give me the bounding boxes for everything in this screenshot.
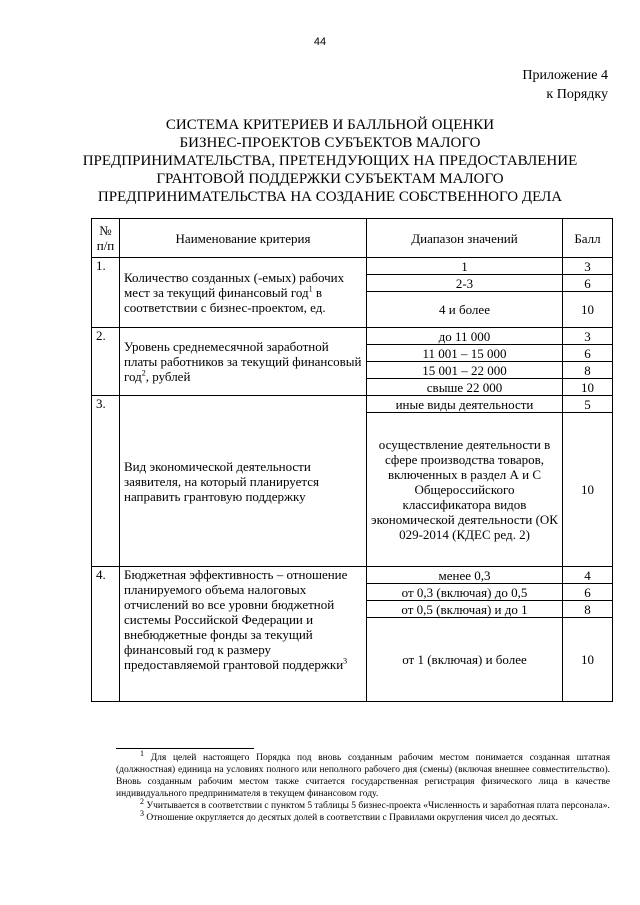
score-value: 4 (563, 567, 613, 584)
table-row (92, 328, 613, 345)
criterion-name: Бюджетная эффективность – отношение планируемого объема налоговых отчислений во все уровни бюджетной системы Российской Федерации и внебюджетные фонды за текущий финансовый год к размеру предоставляемой грантовой поддержки$^3$ (120, 567, 367, 702)
score-value: 3 (563, 258, 613, 275)
title-line: СИСТЕМА КРИТЕРИЕВ И БАЛЛЬНОЙ ОЦЕНКИ (165, 117, 495, 133)
range-value: 15 001 – 22 000 (367, 362, 563, 379)
score-value: 10 (563, 379, 613, 396)
header-score: Балл (563, 219, 613, 258)
range-value: менее 0,3 (367, 567, 563, 584)
document-title (80, 116, 580, 206)
appendix-line-1: Приложение 4 (522, 68, 608, 83)
score-value: 10 (563, 292, 613, 328)
range-value: 4 и более (367, 292, 563, 328)
footnote: $^2$ Учитывается в соответствии с пунктом 5 таблицы 5 бизнес-проекта «Численность и заработная плата персонала». (140, 796, 610, 811)
header-name: Наименование критерия (120, 219, 367, 258)
range-value: иные виды деятельности (367, 396, 563, 413)
table-row (92, 567, 613, 584)
appendix-line-2: к Порядку (546, 87, 608, 102)
page-number: 44 (313, 36, 327, 48)
score-value: 6 (563, 275, 613, 292)
title-line: ГРАНТОВОЙ ПОДДЕРЖКИ СУБЪЕКТАМ МАЛОГО (156, 171, 504, 187)
score-value: 6 (563, 345, 613, 362)
range-value: свыше 22 000 (367, 379, 563, 396)
criteria-table (91, 218, 613, 702)
title-line: ПРЕДПРИНИМАТЕЛЬСТВА НА СОЗДАНИЕ СОБСТВЕННОГО ДЕЛА (97, 189, 563, 205)
appendix-reference (522, 66, 608, 104)
score-value: 8 (563, 601, 613, 618)
table-row (92, 258, 613, 275)
criterion-name: Уровень среднемесячной заработной платы работников за текущий финансовый год$^2$, рублей (120, 328, 367, 396)
range-value: от 0,5 (включая) и до 1 (367, 601, 563, 618)
header-range: Диапазон значений (367, 219, 563, 258)
range-value: 1 (367, 258, 563, 275)
table-row (92, 396, 613, 413)
criterion-number: 1. (92, 258, 120, 328)
score-value: 10 (563, 413, 613, 567)
criterion-name: Количество созданных (-емых) рабочих мест за текущий финансовый год$^1$ в соответствии с бизнес-проектом, ед. (120, 258, 367, 328)
range-value: до 11 000 (367, 328, 563, 345)
criterion-number: 2. (92, 328, 120, 396)
criterion-number: 4. (92, 567, 120, 702)
footnote: $^1$ Для целей настоящего Порядка под вновь созданным рабочим местом понимается созданная штатная (должностная) единица на условиях полного или неполного рабочего дня (смены) (включая внешнее совместительство). Вновь созданным рабочим местом также считается государственная регистрация физического лица в качестве индивидуального предпринимателя в текущем финансовом году. (116, 748, 610, 799)
title-line: БИЗНЕС-ПРОЕКТОВ СУБЪЕКТОВ МАЛОГО (179, 135, 481, 151)
range-value: от 1 (включая) и более (367, 618, 563, 702)
footnote-separator (116, 748, 254, 749)
score-value: 3 (563, 328, 613, 345)
title-line: ПРЕДПРИНИМАТЕЛЬСТВА, ПРЕТЕНДУЮЩИХ НА ПРЕДОСТАВЛЕНИЕ (82, 153, 578, 169)
score-value: 8 (563, 362, 613, 379)
range-value: 11 001 – 15 000 (367, 345, 563, 362)
score-value: 10 (563, 618, 613, 702)
header-num: № п/п (92, 219, 120, 258)
criterion-name: Вид экономической деятельности заявителя, на который планируется направить грантовую поддержку (120, 396, 367, 567)
score-value: 5 (563, 396, 613, 413)
footnote: $^3$ Отношение округляется до десятых долей в соответствии с Правилами округления чисел до десятых. (140, 808, 558, 823)
score-value: 6 (563, 584, 613, 601)
table-header-row (92, 219, 613, 258)
range-value: от 0,3 (включая) до 0,5 (367, 584, 563, 601)
range-value: 2-3 (367, 275, 563, 292)
footnotes (116, 748, 610, 824)
range-value: осуществление деятельности в сфере производства товаров, включенных в раздел А и С Общероссийского классификатора видов экономической деятельности (ОК 029-2014 (КДЕС ред. 2) (367, 413, 563, 567)
criterion-number: 3. (92, 396, 120, 567)
